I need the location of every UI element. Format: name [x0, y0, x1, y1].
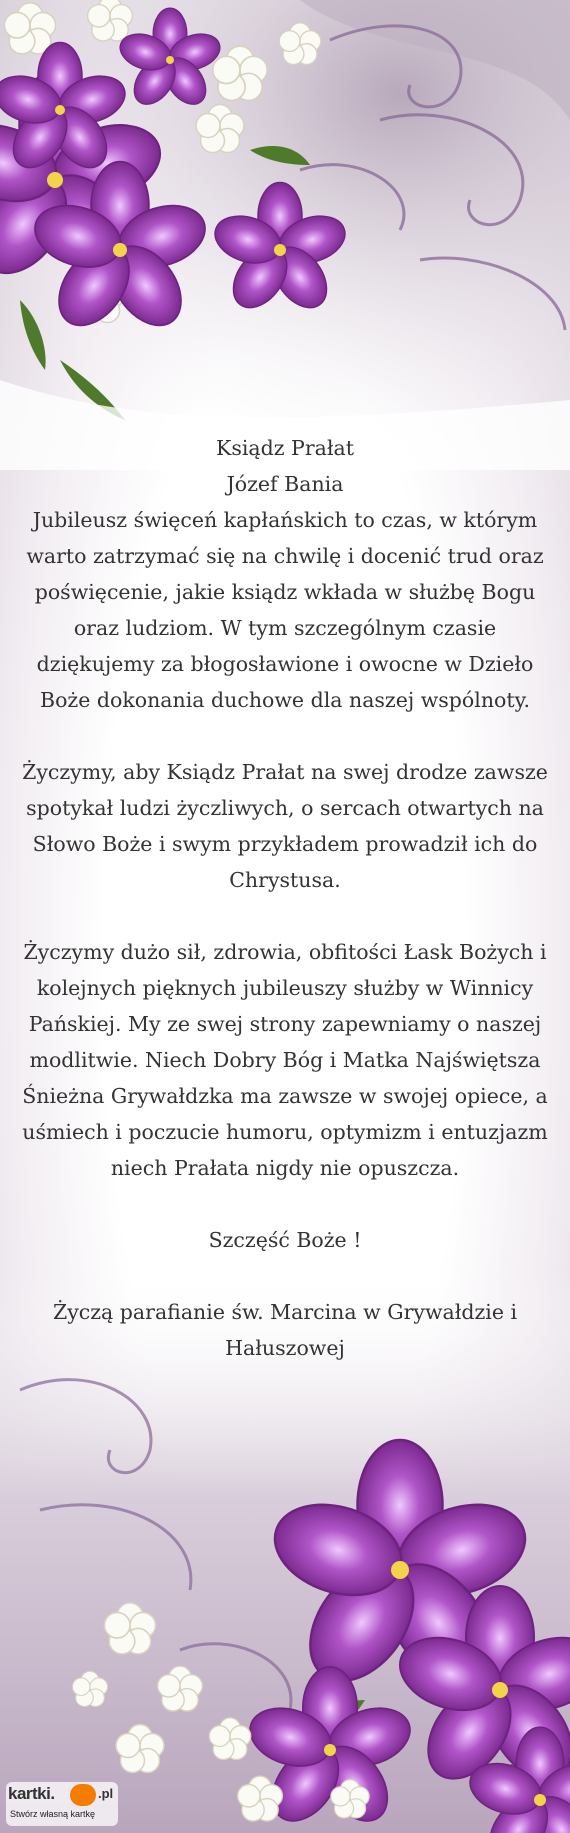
recipient-title: Ksiądz Prałat — [216, 436, 354, 460]
spacer — [20, 1186, 550, 1222]
spacer — [20, 1258, 550, 1294]
paragraph-1: Jubileusz święceń kapłańskich to czas, w którym warto zatrzymać się na chwilę i docenić trud oraz poświęcenie, jakie ksiądz wkłada w służbę Bogu oraz ludziom. W tym szczególnym czasie dziękujemy za błogosławione i owocne w Dzieło Boże dokonania duchowe dla naszej wspólnoty. — [26, 508, 544, 712]
greeting: Szczęść Boże ! — [208, 1228, 362, 1252]
top-floral-decoration — [0, 0, 570, 470]
logo-word: kartki. — [8, 1784, 55, 1803]
signature: Życzą parafianie św. Marcina w Grywałdzie i Hałuszowej — [52, 1300, 518, 1360]
recipient-name: Józef Bania — [226, 472, 344, 496]
paragraph-3: Życzymy dużo sił, zdrowia, obfitości Łask Bożych i kolejnych pięknych jubileuszy służby w Winnicy Pańskiej. My ze swej strony zapewniamy o naszej modlitwie. Niech Dobry Bóg i Matka Najświętsza Śnieżna Grywałdzka ma zawsze w swojej opiece, a uśmiech i poczucie humoru, optymizm i entuzjazm niech Prałata nigdy nie opuszcza. — [22, 940, 548, 1180]
logo-tagline: Stwórz własną kartkę — [10, 1809, 96, 1819]
paragraph-2: Życzymy, aby Ksiądz Prałat na swej drodze zawsze spotykał ludzi życzliwych, o sercach otwartych na Słowo Boże i swym przykładem prowadził ich do Chrystusa. — [22, 760, 548, 892]
spacer — [20, 898, 550, 934]
spacer — [20, 718, 550, 754]
logo-badge-icon — [70, 1784, 96, 1806]
logo-tld: .pl — [98, 1786, 114, 1801]
site-logo[interactable] — [6, 1782, 118, 1826]
card-message — [20, 430, 550, 1366]
